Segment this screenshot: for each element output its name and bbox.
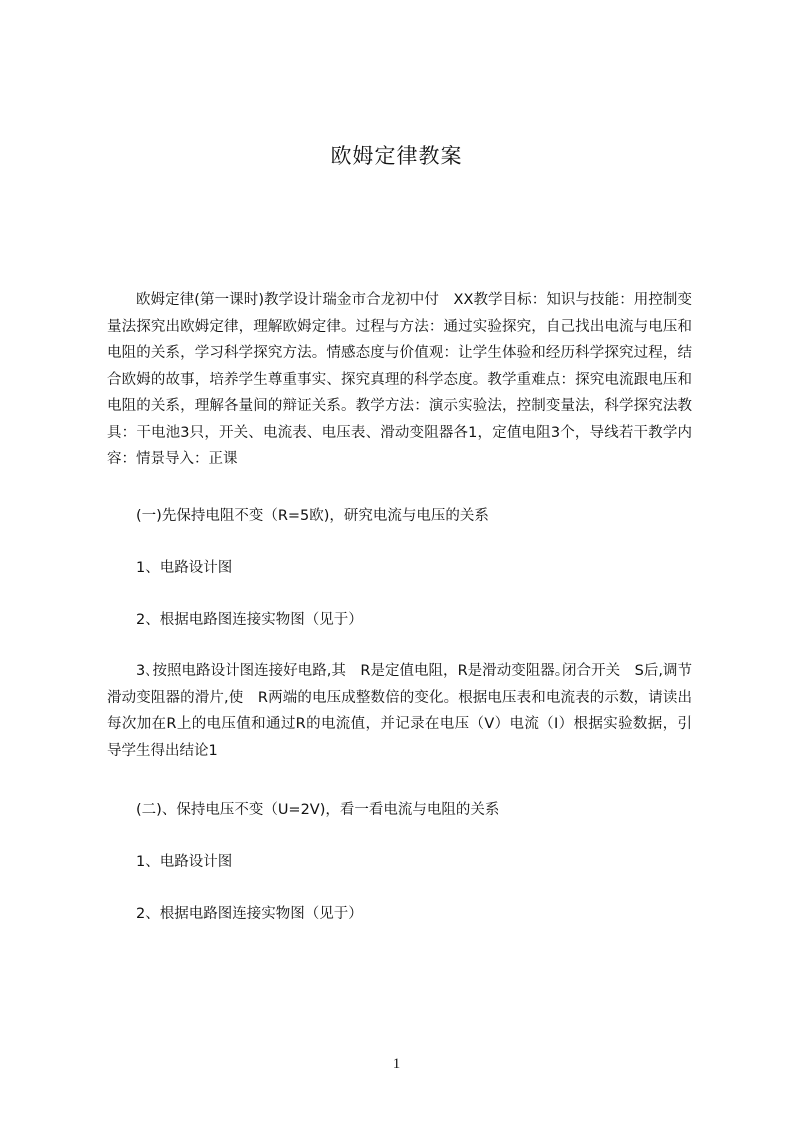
section-one-heading: (一)先保持电阻不变（R=5欧)，研究电流与电压的关系 (136, 508, 489, 524)
step-circuit-design-2: 1、电路设计图 (136, 854, 233, 870)
step-connect-circuit-2: 2、根据电路图连接实物图（见于） (136, 906, 363, 922)
document-title: 欧姆定律教案 (330, 144, 463, 168)
step-circuit-design: 1、电路设计图 (136, 560, 233, 576)
intro-paragraph: 欧姆定律(第一课时)教学设计瑞金市合龙初中付 XX教学目标：知识与技能：用控制变量法探究出欧姆定律，理解欧姆定律。过程与方法：通过实验探究，自己找出电流与电压和电阻的关系，学习科学探究方法。情感态度与价值观：让学生体验和经历科学探究过程，结合欧姆的故事，培养学生尊重事实、探究真理的科学态度。教学重难点：探究电流跟电压和电阻的关系，理解各量间的辩证关系。教学方法：演示实验法，控制变量法，科学探究法教具：干电池3只，开关、电流表、电压表、滑动变阻器各1，定值电阻3个，导线若干教学内容：情景导入：正课 (107, 292, 692, 467)
page-number: 1 (392, 1056, 401, 1072)
step-connect-circuit: 2、根据电路图连接实物图（见于） (136, 612, 363, 628)
step-experiment: 3､按照电路设计图连接好电路,其 R是定值电阻，R是滑动变阻器｡闭合开关 S后,调节滑动变阻器的滑片,使 R两端的电压成整数倍的变化。根据电压表和电流表的示数，请读出每次加在R上的电压值和通过R的电流值，并记录在电压（V）电流（I）根据实验数据，引导学生得出结论1 (107, 663, 692, 759)
section-two-heading: (二)、保持电压不变（U=2V)，看一看电流与电阻的关系 (136, 802, 500, 818)
